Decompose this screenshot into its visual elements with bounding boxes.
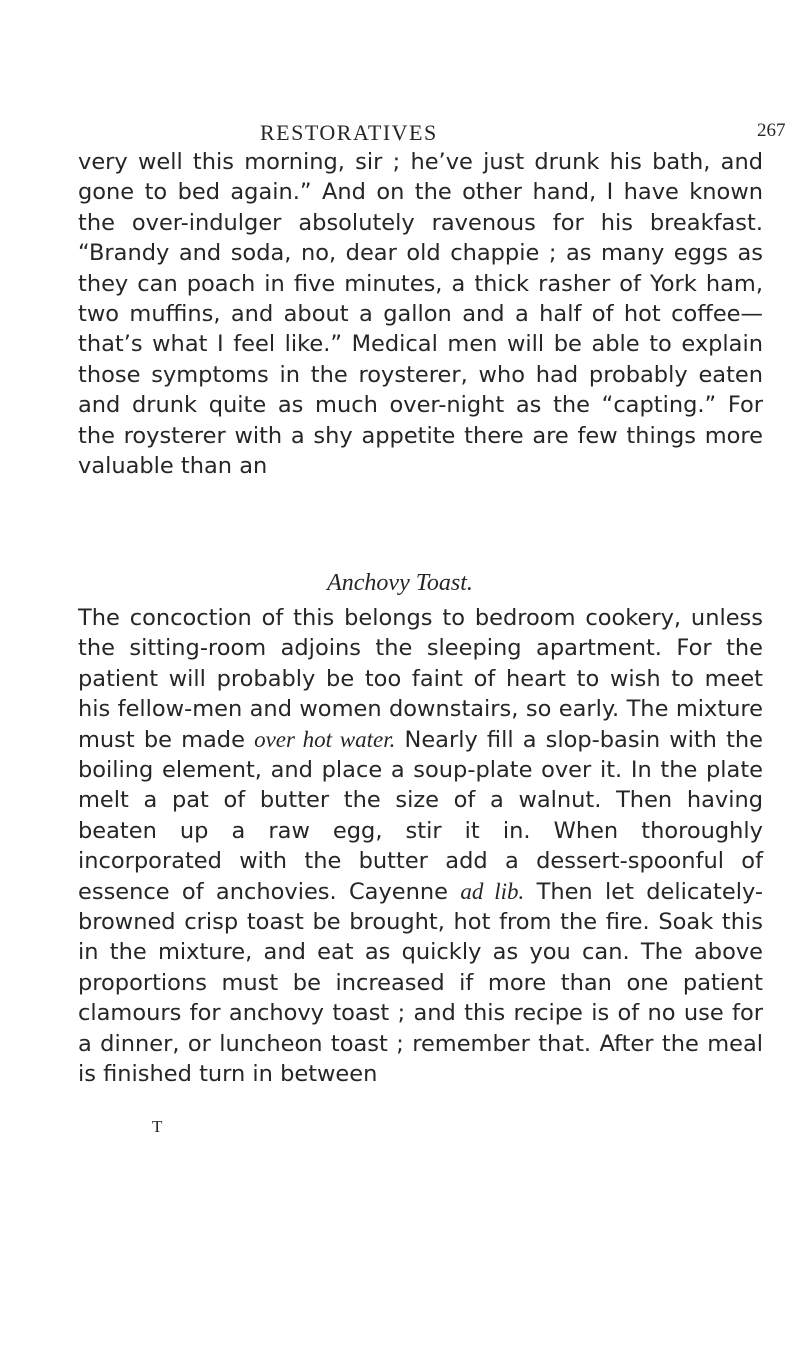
paragraph-2-italic-1: over hot water.	[254, 726, 396, 752]
page-number: 267	[757, 120, 786, 141]
paragraph-2	[78, 603, 763, 1090]
running-title: RESTORATIVES	[260, 120, 438, 145]
paragraph-1	[78, 147, 763, 481]
paragraph-2-part-2: Nearly fill a slop-basin with the boiling element, and place a soup-plate over it. In the plate melt a pat of butter the size of a walnut. Then having beaten up a raw egg, stir it in. When thoroughly incorporated with the butter add a dessert-spoonful of essence of anchovies. Cayenne	[78, 726, 763, 905]
paragraph-2-part-1: The concoction of this belongs to bedroom cookery, unless the sitting-room adjoins the sleeping apartment. For the patient will probably be too faint of heart to wish to meet his fellow-men and women downstairs, so early. The mixture must be made	[78, 605, 763, 753]
paragraph-1-text: very well this morning, sir ; he’ve just drunk his bath, and gone to bed again.” And on the other hand, I have known the over-indulger absolutely ravenous for his breakfast. “Brandy and soda, no, dear old chappie ; as many eggs as they can poach in five minutes, a thick rasher of York ham, two muffins, and about a gallon and a half of hot coffee—that’s what I feel like.” Medical men will be able to explain those symptoms in the roysterer, who had probably eaten and drunk quite as much over-night as the “capting.” For the roysterer with a shy appetite there are few things more valuable than an	[78, 149, 763, 480]
paragraph-2-part-3: Then let delicately-browned crisp toast be brought, hot from the fire. Soak this in the mixture, and eat as quickly as you can. The above proportions must be increased if more than one patient clamours for anchovy toast ; and this recipe is of no use for a dinner, or luncheon toast ; remember that. After the meal is finished turn in between	[78, 878, 763, 1088]
running-head	[0, 120, 800, 150]
recipe-heading: Anchovy Toast.	[327, 570, 473, 596]
signature-mark: T	[152, 1117, 163, 1136]
paragraph-2-italic-2: ad lib.	[460, 878, 525, 904]
paragraph-2-text	[78, 603, 763, 1090]
